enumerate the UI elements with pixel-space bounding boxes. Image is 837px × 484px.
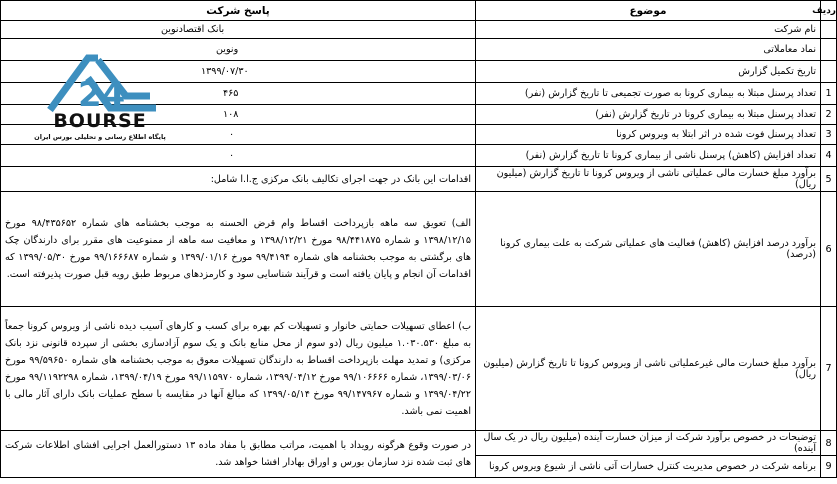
row-answer-cell: [1, 192, 476, 307]
header-row: [1, 1, 837, 21]
row-answer: ب) اعطای تسهیلات حمایتی خانوار و تسهیلات کم بهره برای کسب و کارهای آسیب دیده ناشی از ویروس کرونا جمعاً به مبلغ ۱.۰۳۰.۵۳۰ میلیون ریال (دو سوم از محل منابع بانک و یک سوم آزادسازی بخشی از سپرده قانونی نزد بانک مرکزی) و تمدید مهلت بازپرداخت اقساط به دارندگان تسهیلات معوق به موجب بخشنامه های شماره ۹۹/۵۹۶۵۰ مورخ ۱۳۹۹/۰۳/۰۶، شماره ۹۹/۱۰۶۶۶۶ مورخ ۱۳۹۹/۰۴/۱۲، شماره ۹۹/۱۱۵۹۷۰ مورخ ۱۳۹۹/۰۴/۱۹، شماره ۹۹/۱۱۹۲۲۹۸ مورخ ۱۳۹۹/۰۴/۲۲ و شماره ۹۹/۱۴۷۹۶۷ مورخ ۱۳۹۹/۰۵/۱۴ که مبالغ آنها در مقایسه با سطح عملیات بانک دارای آثار مالی با اهمیت نمی باشد.: [5, 320, 471, 417]
table-row: [1, 21, 837, 39]
table-row: [1, 167, 837, 192]
row-subject: توضیحات در خصوص برآورد شرکت از میزان خسارت آینده (میلیون ریال در یک سال آینده): [476, 431, 821, 456]
row-subject: تعداد پرسنل مبتلا به بیماری کرونا به صورت تجمیعی تا تاریخ گزارش (نفر): [476, 83, 821, 105]
row-number: 9: [821, 456, 837, 478]
logo-number: 24: [78, 75, 126, 115]
row-subject: برنامه شرکت در خصوص مدیریت کنترل خسارات آتی ناشی از شیوع ویروس کرونا: [476, 456, 821, 478]
row-answer-cell: [1, 431, 476, 478]
row-answer: ۱۰۸: [1, 105, 476, 125]
header-row-number: ردیف: [821, 1, 837, 21]
row-number: 1: [821, 83, 837, 105]
row-number: [821, 61, 837, 83]
table-row: [1, 307, 837, 431]
row-answer: اقدامات این بانک در جهت اجرای تکالیف بانک مرکزی ج.ا.ا شامل:: [1, 167, 476, 192]
row-subject: نماد معاملاتی: [476, 39, 821, 61]
row-number: [821, 39, 837, 61]
row-answer: ۰: [1, 145, 476, 167]
logo-tagline: پایگاه اطلاع رسانی و تحلیلی بورس ایران: [34, 133, 166, 141]
row-answer-cell: [1, 307, 476, 431]
header-answer: پاسخ شرکت: [1, 1, 476, 21]
row-answer: ۴۶۵: [1, 83, 476, 105]
row-subject: برآورد مبلغ خسارت مالی غیرعملیاتی ناشی از ویروس کرونا تا تاریخ گزارش (میلیون ریال): [476, 307, 821, 431]
row-answer: ۱۳۹۹/۰۷/۳۰: [1, 61, 476, 83]
row-answer: در صورت وقوع هرگونه رویداد با اهمیت، مراتب مطابق با مفاد ماده ۱۳ دستورالعمل اجرایی افشای اطلاعات شرکت های ثبت شده نزد سازمان بورس و اوراق بهادار افشا خواهد شد.: [5, 440, 472, 468]
row-subject: تعداد پرسنل مبتلا به بیماری کرونا در تاریخ گزارش (نفر): [476, 105, 821, 125]
row-subject: نام شرکت: [476, 21, 821, 39]
row-number: 2: [821, 105, 837, 125]
row-number: 7: [821, 307, 837, 431]
header-subject: موضوع: [476, 1, 821, 21]
row-subject: برآورد مبلغ خسارت مالی عملیاتی ناشی از ویروس کرونا تا تاریخ گزارش (میلیون ریال): [476, 167, 821, 192]
row-number: 8: [821, 431, 837, 456]
row-answer: الف) تعویق سه ماهه بازپرداخت اقساط وام قرض الحسنه به موجب بخشنامه های شماره ۹۸/۴۳۵۶۵۲ مورخ ۱۳۹۸/۱۲/۱۵ و شماره ۹۸/۴۴۱۸۷۵ مورخ ۱۳۹۸/۱۲/۲۱ و معافیت سه ماهه از ممنوعیت های مقرر برای دارندگان چک های برگشتی به موجب بخشنامه های شماره ۹۹/۴۱۹۴ مورخ ۱۳۹۹/۰۱/۱۶ و شماره ۹۹/۱۶۶۶۸۷ مورخ ۱۳۹۹/۰۵/۳۰ که اقدامات آن انجام و پایان یافته است و قرآیند شناسایی سود و کارمزدهای مربوط طبق رویه قبل صورت پذیرفته است.: [5, 218, 471, 280]
row-number: 3: [821, 125, 837, 145]
bourse24-logo-mark: [28, 48, 173, 143]
row-subject: تاریخ تکمیل گزارش: [476, 61, 821, 83]
row-number: 6: [821, 192, 837, 307]
row-number: [821, 21, 837, 39]
table-row: [1, 192, 837, 307]
row-answer: ۰: [1, 125, 476, 145]
table-row: [1, 431, 837, 456]
row-subject: تعداد پرسنل فوت شده در اثر ابتلا به ویروس کرونا: [476, 125, 821, 145]
row-number: 4: [821, 145, 837, 167]
row-number: 5: [821, 167, 837, 192]
bourse24-logo: [28, 48, 173, 143]
row-answer: ونوین: [1, 39, 476, 61]
logo-brand: BOURSE: [53, 110, 147, 132]
row-subject: تعداد افزایش (کاهش) پرسنل ناشی از بیماری کرونا تا تاریخ گزارش (نفر): [476, 145, 821, 167]
table-row: [1, 145, 837, 167]
row-answer: بانک اقتصادنوین: [1, 21, 476, 39]
row-subject: برآورد درصد افزایش (کاهش) فعالیت های عملیاتی شرکت به علت بیماری کرونا (درصد): [476, 192, 821, 307]
